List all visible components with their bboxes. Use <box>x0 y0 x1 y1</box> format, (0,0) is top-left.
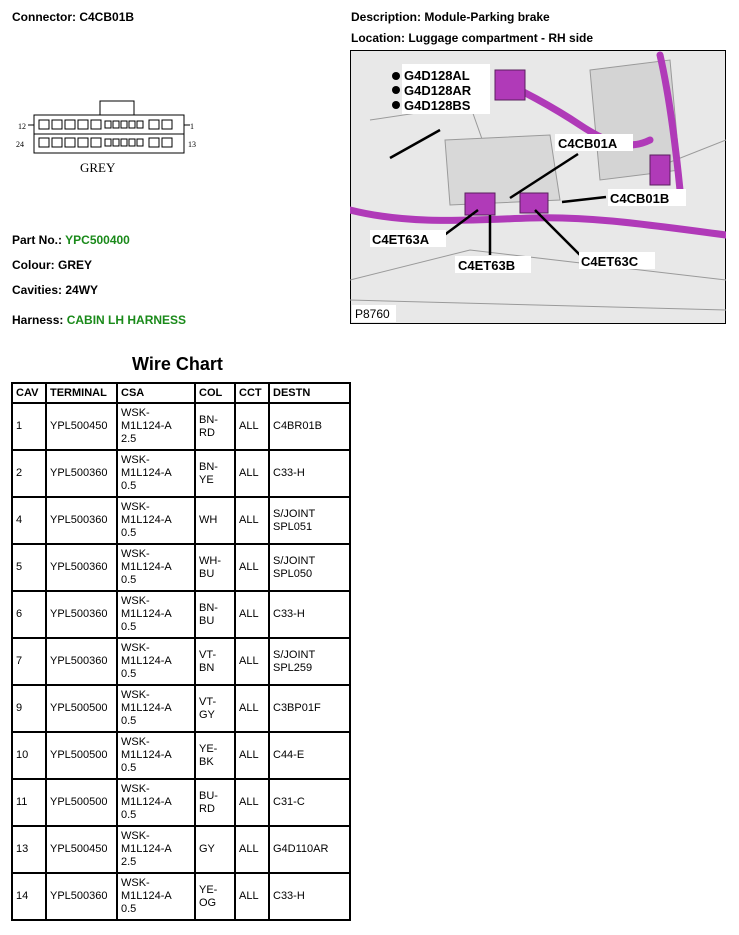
cell-col: VT- BN <box>195 638 235 685</box>
connector-id <box>12 10 134 24</box>
cell-cav: 14 <box>12 873 46 920</box>
cell-cav: 9 <box>12 685 46 732</box>
cell-csa: WSK- M1L124-A 0.5 <box>117 685 195 732</box>
callout-c4et63c: C4ET63C <box>581 254 639 269</box>
table-row <box>12 638 350 685</box>
cell-cct: ALL <box>235 638 269 685</box>
table-row <box>12 685 350 732</box>
colour <box>12 258 92 272</box>
cell-terminal: YPL500500 <box>46 779 117 826</box>
cell-cct: ALL <box>235 403 269 450</box>
cell-col: GY <box>195 826 235 873</box>
description-label: Description: <box>351 10 422 24</box>
pin-13-label: 13 <box>188 140 196 149</box>
cell-col: VT- GY <box>195 685 235 732</box>
connector-label: Connector: <box>12 10 76 24</box>
col-terminal: TERMINAL <box>46 383 117 403</box>
callout-c4et63b: C4ET63B <box>458 258 516 273</box>
cell-destn: C44-E <box>269 732 350 779</box>
cell-terminal: YPL500360 <box>46 873 117 920</box>
cell-col: BN- YE <box>195 450 235 497</box>
cell-csa: WSK- M1L124-A 2.5 <box>117 826 195 873</box>
cell-csa: WSK- M1L124-A 0.5 <box>117 873 195 920</box>
wire-chart-table <box>11 382 351 921</box>
cell-col: BN- BU <box>195 591 235 638</box>
cell-destn: S/JOINT SPL050 <box>269 544 350 591</box>
cell-terminal: YPL500360 <box>46 450 117 497</box>
callout-c4cb01a: C4CB01A <box>558 136 618 151</box>
cell-cav: 2 <box>12 450 46 497</box>
harness <box>12 313 186 327</box>
cell-cct: ALL <box>235 450 269 497</box>
cell-col: BU- RD <box>195 779 235 826</box>
cell-cav: 11 <box>12 779 46 826</box>
callout-g4d128bs: G4D128BS <box>404 98 471 113</box>
cell-destn: C33-H <box>269 873 350 920</box>
cell-cav: 6 <box>12 591 46 638</box>
location-photo <box>350 50 726 324</box>
cavities-label: Cavities: <box>12 283 63 297</box>
col-destn: DESTN <box>269 383 350 403</box>
cell-csa: WSK- M1L124-A 0.5 <box>117 638 195 685</box>
pin-1-label: 1 <box>190 122 194 131</box>
col-cct: CCT <box>235 383 269 403</box>
cell-cav: 13 <box>12 826 46 873</box>
cell-destn: C4BR01B <box>269 403 350 450</box>
connector-value: C4CB01B <box>79 10 135 24</box>
table-row <box>12 591 350 638</box>
cell-destn: C3BP01F <box>269 685 350 732</box>
cell-col: YE- OG <box>195 873 235 920</box>
location <box>351 31 593 45</box>
cell-csa: WSK- M1L124-A 0.5 <box>117 591 195 638</box>
cell-cct: ALL <box>235 685 269 732</box>
callout-c4et63a: C4ET63A <box>372 232 430 247</box>
cell-csa: WSK- M1L124-A 0.5 <box>117 732 195 779</box>
colour-value: GREY <box>58 258 93 272</box>
cell-cct: ALL <box>235 873 269 920</box>
cell-csa: WSK- M1L124-A 2.5 <box>117 403 195 450</box>
cell-cct: ALL <box>235 544 269 591</box>
cell-destn: S/JOINT SPL051 <box>269 497 350 544</box>
part-number-value[interactable]: YPC500400 <box>65 233 130 247</box>
description-value: Module-Parking brake <box>424 10 550 24</box>
table-row <box>12 403 350 450</box>
col-cav: CAV <box>12 383 46 403</box>
cell-destn: C33-H <box>269 450 350 497</box>
cell-destn: G4D110AR <box>269 826 350 873</box>
cell-cav: 7 <box>12 638 46 685</box>
cell-terminal: YPL500360 <box>46 591 117 638</box>
harness-value[interactable]: CABIN LH HARNESS <box>66 313 187 327</box>
cell-col: YE- BK <box>195 732 235 779</box>
col-csa: CSA <box>117 383 195 403</box>
table-header-row <box>12 383 350 403</box>
cell-col: BN- RD <box>195 403 235 450</box>
col-col: COL <box>195 383 235 403</box>
table-row <box>12 826 350 873</box>
cell-destn: C31-C <box>269 779 350 826</box>
cell-terminal: YPL500450 <box>46 403 117 450</box>
pin-24-label: 24 <box>16 140 24 149</box>
location-label: Location: <box>351 31 405 45</box>
cell-cav: 5 <box>12 544 46 591</box>
cell-terminal: YPL500360 <box>46 544 117 591</box>
cell-cav: 10 <box>12 732 46 779</box>
cell-terminal: YPL500360 <box>46 638 117 685</box>
pin-12-label: 12 <box>18 122 26 131</box>
harness-label: Harness: <box>12 313 64 327</box>
connector-face-diagram <box>12 95 202 180</box>
cell-col: WH- BU <box>195 544 235 591</box>
connector-colour-text: GREY <box>80 160 116 175</box>
cell-terminal: YPL500450 <box>46 826 117 873</box>
colour-label: Colour: <box>12 258 55 272</box>
table-row <box>12 732 350 779</box>
cell-csa: WSK- M1L124-A 0.5 <box>117 779 195 826</box>
cell-cav: 4 <box>12 497 46 544</box>
table-row <box>12 450 350 497</box>
cell-col: WH <box>195 497 235 544</box>
cell-csa: WSK- M1L124-A 0.5 <box>117 544 195 591</box>
cell-cav: 1 <box>12 403 46 450</box>
table-row <box>12 544 350 591</box>
cell-cct: ALL <box>235 732 269 779</box>
photo-ref: P8760 <box>355 307 390 321</box>
callout-c4cb01b: C4CB01B <box>610 191 670 206</box>
cell-cct: ALL <box>235 826 269 873</box>
cell-cct: ALL <box>235 779 269 826</box>
table-row <box>12 779 350 826</box>
part-number-label: Part No.: <box>12 233 63 247</box>
table-row <box>12 873 350 920</box>
callout-g4d128al: G4D128AL <box>404 68 470 83</box>
location-value: Luggage compartment - RH side <box>408 31 594 45</box>
callout-g4d128ar: G4D128AR <box>404 83 472 98</box>
cell-terminal: YPL500500 <box>46 685 117 732</box>
cell-terminal: YPL500500 <box>46 732 117 779</box>
cavities-value: 24WY <box>65 283 99 297</box>
cell-cct: ALL <box>235 591 269 638</box>
cell-destn: S/JOINT SPL259 <box>269 638 350 685</box>
wire-chart-title: Wire Chart <box>132 354 223 374</box>
cell-terminal: YPL500360 <box>46 497 117 544</box>
description <box>351 10 550 24</box>
part-number <box>12 233 130 247</box>
table-row <box>12 497 350 544</box>
cavities <box>12 283 98 297</box>
cell-csa: WSK- M1L124-A 0.5 <box>117 450 195 497</box>
cell-csa: WSK- M1L124-A 0.5 <box>117 497 195 544</box>
cell-cct: ALL <box>235 497 269 544</box>
cell-destn: C33-H <box>269 591 350 638</box>
